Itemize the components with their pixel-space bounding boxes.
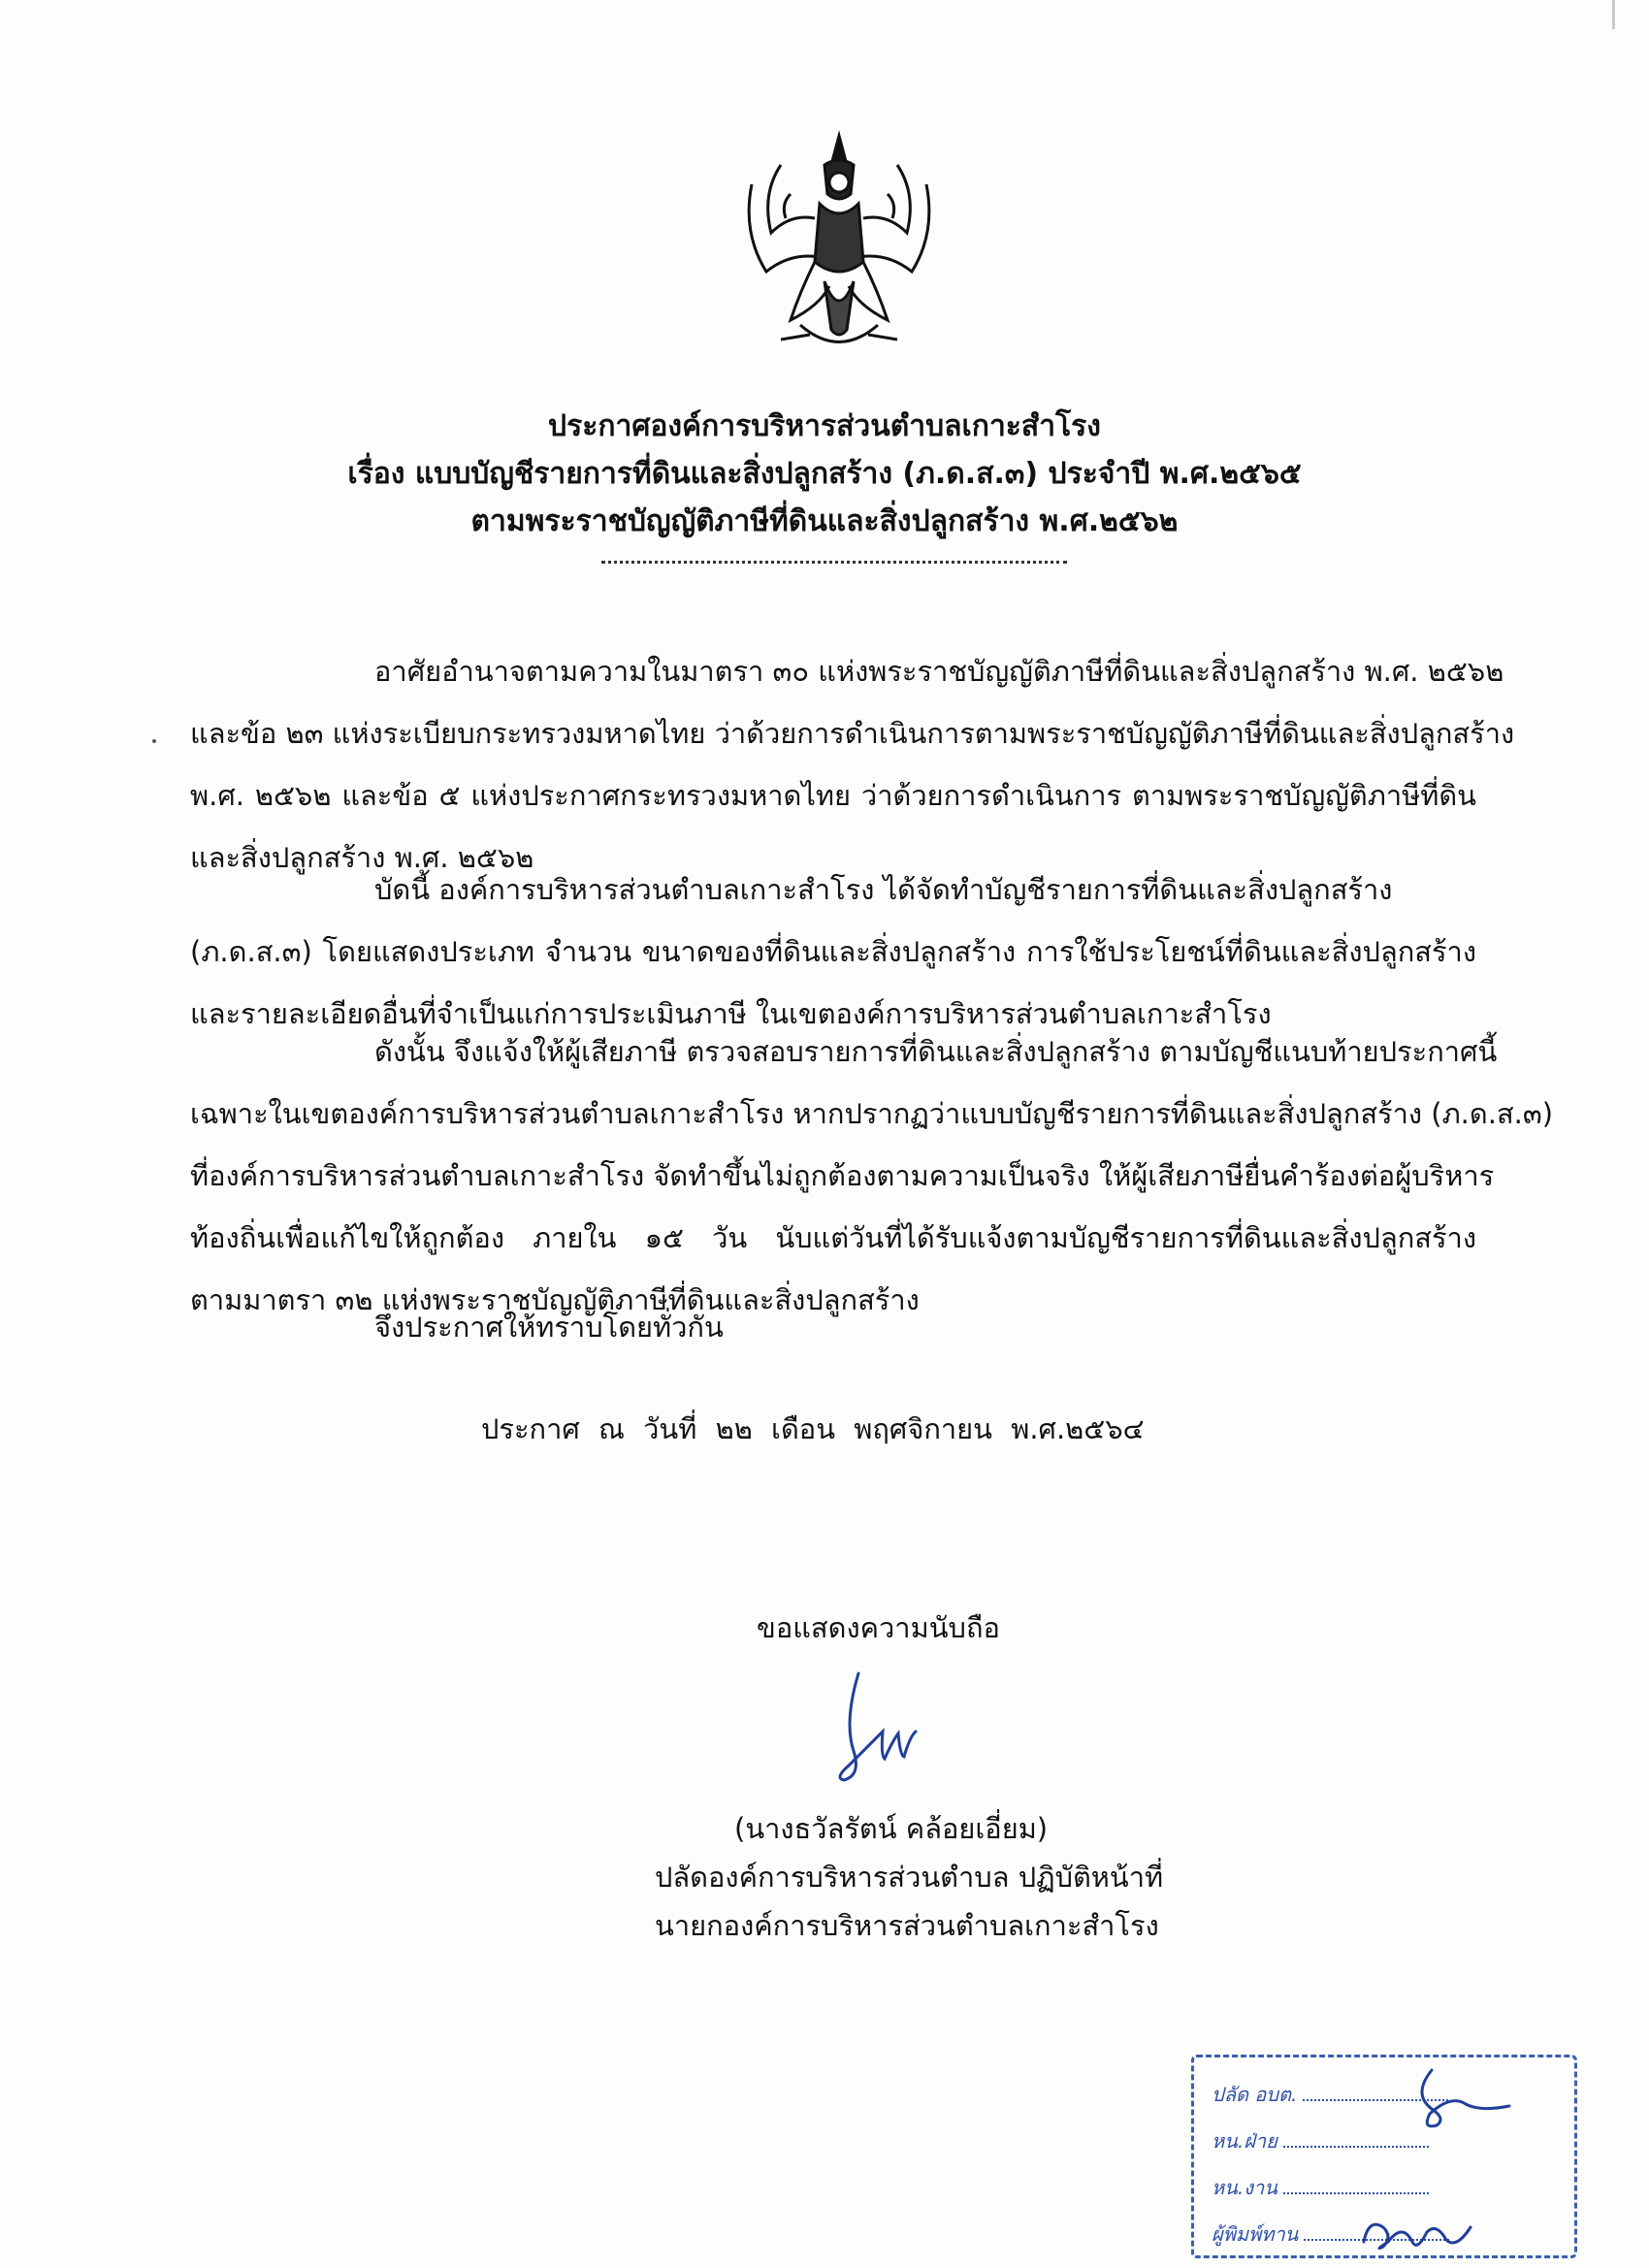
heading-line-2: เรื่อง แบบบัญชีรายการที่ดินและสิ่งปลูกสร้าง (ภ.ด.ส.๓) ประจำปี พ.ศ.๒๕๖๕ bbox=[347, 457, 1302, 491]
signer-name: (นางธวัลรัตน์ คล้อยเอี่ยม) bbox=[734, 1812, 1049, 1845]
garuda-emblem-icon bbox=[723, 126, 955, 369]
margin-dot bbox=[152, 739, 156, 743]
paragraph-line: และสิ่งปลูกสร้าง พ.ศ. ๒๕๖๒ bbox=[190, 841, 534, 874]
heading-divider bbox=[601, 561, 1067, 564]
paragraph-line: (ภ.ด.ส.๓) โดยแสดงประเภท จำนวน ขนาดของที่ดินและสิ่งปลูกสร้าง การใช้ประโยชน์ที่ดินและสิ่งปลูกสร้าง bbox=[190, 935, 1476, 968]
paragraph-line: ท้องถิ่นเพื่อแก้ไขให้ถูกต้อง ภายใน ๑๕ วัน นับแต่วันที่ได้รับแจ้งตามบัญชีรายการที่ดินและสิ่งปลูกสร้าง bbox=[190, 1221, 1476, 1254]
paragraph-line: เฉพาะในเขตองค์การบริหารส่วนตำบลเกาะสำโรง หากปรากฏว่าแบบบัญชีรายการที่ดินและสิ่งปลูกสร้าง (ภ.ด.ส.๓) bbox=[190, 1097, 1554, 1130]
paragraph-line: ที่องค์การบริหารส่วนตำบลเกาะสำโรง จัดทำขึ้นไม่ถูกต้องตามความเป็นจริง ให้ผู้เสียภาษียื่นคำร้องต่อผู้บริหาร bbox=[190, 1159, 1495, 1192]
paragraph-line: และรายละเอียดอื่นที่จำเป็นแก่การประเมินภาษี ในเขตองค์การบริหารส่วนตำบลเกาะสำโรง bbox=[190, 997, 1272, 1030]
signature-icon bbox=[815, 1664, 941, 1790]
stamp-signature-icon bbox=[1374, 2065, 1519, 2133]
signer-position-2: นายกองค์การบริหารส่วนตำบลเกาะสำโรง bbox=[655, 1909, 1159, 1942]
signer-position-1: ปลัดองค์การบริหารส่วนตำบล ปฏิบัติหน้าที่ bbox=[655, 1861, 1164, 1894]
stamp-fill-line bbox=[1283, 2146, 1429, 2148]
stamp-initials-icon bbox=[1354, 2203, 1480, 2259]
stamp-row-label: ปลัด อบต. bbox=[1212, 2083, 1298, 2106]
announcement-date: ประกาศ ณ วันที่ ๒๒ เดือน พฤศจิกายน พ.ศ.๒๕๖๔ bbox=[481, 1412, 1145, 1445]
paragraph-line: บัดนี้ องค์การบริหารส่วนตำบลเกาะสำโรง ได้จัดทำบัญชีรายการที่ดินและสิ่งปลูกสร้าง bbox=[374, 873, 1393, 906]
stamp-fill-line bbox=[1283, 2192, 1429, 2194]
heading-line-3: ตามพระราชบัญญัติภาษีที่ดินและสิ่งปลูกสร้าง พ.ศ.๒๕๖๒ bbox=[470, 504, 1179, 538]
routing-stamp bbox=[1191, 2055, 1577, 2258]
document-heading bbox=[146, 403, 1504, 545]
scan-edge-mark bbox=[1612, 0, 1615, 29]
stamp-row-label: หน.งาน bbox=[1212, 2176, 1277, 2199]
closing-statement: จึงประกาศให้ทราบโดยทั่วกัน bbox=[374, 1311, 724, 1344]
paragraph-announcement bbox=[190, 859, 1476, 1045]
paragraph-authority bbox=[190, 640, 1515, 889]
stamp-row-label: ผู้พิมพ์ทาน bbox=[1212, 2222, 1299, 2246]
heading-line-1: ประกาศองค์การบริหารส่วนตำบลเกาะสำโรง bbox=[548, 409, 1101, 443]
paragraph-line: ตามมาตรา ๓๒ แห่งพระราชบัญญัติภาษีที่ดินและสิ่งปลูกสร้าง bbox=[190, 1283, 920, 1316]
paragraph-line: อาศัยอำนาจตามความในมาตรา ๓๐ แห่งพระราชบัญญัติภาษีที่ดินและสิ่งปลูกสร้าง พ.ศ. ๒๕๖๒ bbox=[374, 655, 1504, 688]
paragraph-line: และข้อ ๒๓ แห่งระเบียบกระทรวงมหาดไทย ว่าด้วยการดำเนินการตามพระราชบัญญัติภาษีที่ดินและสิ่งปลูกสร้าง bbox=[190, 717, 1515, 750]
stamp-row-3 bbox=[1212, 2172, 1429, 2203]
regards-text: ขอแสดงความนับถือ bbox=[757, 1611, 1000, 1644]
paragraph-line: พ.ศ. ๒๕๖๒ และข้อ ๕ แห่งประกาศกระทรวงมหาดไทย ว่าด้วยการดำเนินการ ตามพระราชบัญญัติภาษีที่ดิน bbox=[190, 779, 1476, 812]
paragraph-instructions bbox=[190, 1021, 1554, 1331]
stamp-row-label: หน.ฝ่าย bbox=[1212, 2129, 1277, 2153]
paragraph-line: ดังนั้น จึงแจ้งให้ผู้เสียภาษี ตรวจสอบรายการที่ดินและสิ่งปลูกสร้าง ตามบัญชีแนบท้ายประกาศนี้ bbox=[374, 1035, 1498, 1068]
